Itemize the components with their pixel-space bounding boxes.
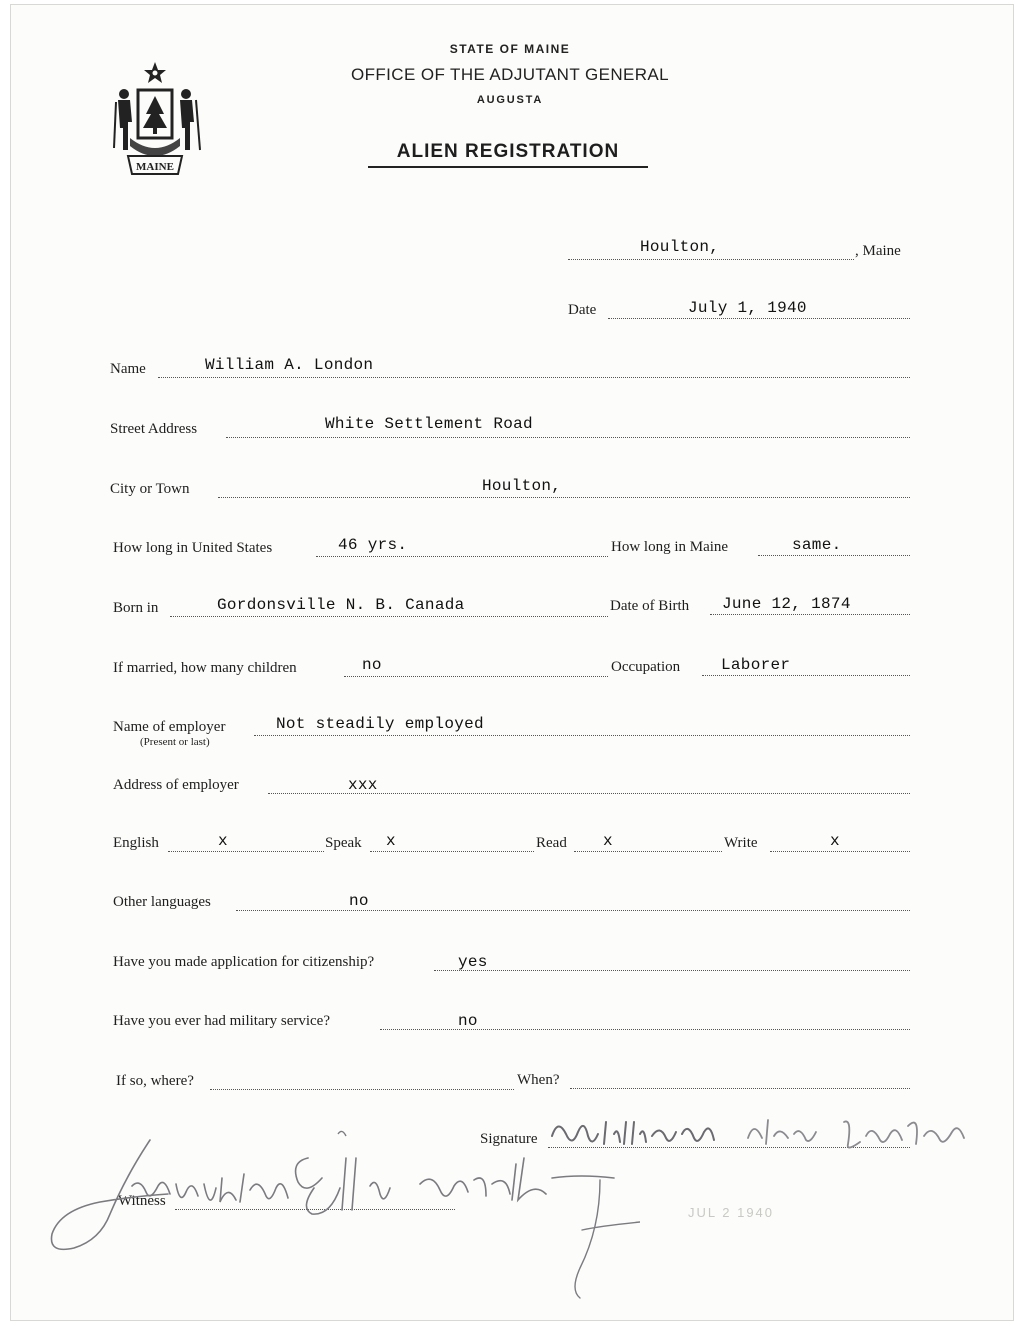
birth-date-value[interactable]: June 12, 1874 <box>722 595 851 613</box>
employer-sublabel: (Present or last) <box>140 736 210 748</box>
city-line <box>218 497 910 498</box>
signature-label: Signature <box>480 1131 538 1147</box>
occupation-label: Occupation <box>611 659 681 675</box>
maine-duration-line <box>758 555 910 556</box>
where-line <box>210 1089 514 1090</box>
us-duration-value[interactable]: 46 yrs. <box>338 536 408 554</box>
english-label: English <box>113 835 159 851</box>
english-line <box>168 851 324 852</box>
write-label: Write <box>724 835 758 851</box>
witness-label: Witness <box>118 1193 166 1209</box>
received-stamp: JUL 2 1940 <box>688 1205 775 1220</box>
when-label: When? <box>517 1072 560 1088</box>
english-value[interactable]: x <box>218 832 228 850</box>
speak-label: Speak <box>325 835 362 851</box>
speak-line <box>370 851 534 852</box>
other-languages-value[interactable]: no <box>349 892 369 910</box>
read-label: Read <box>536 835 567 851</box>
us-duration-line <box>316 556 608 557</box>
street-value[interactable]: White Settlement Road <box>325 415 533 433</box>
header-office: OFFICE OF THE ADJUTANT GENERAL <box>350 65 670 84</box>
born-label: Born in <box>113 600 159 616</box>
header-state: STATE OF MAINE <box>449 42 571 56</box>
employer-label: Name of employer <box>113 719 226 735</box>
when-line <box>570 1088 910 1089</box>
maine-duration-value[interactable]: same. <box>792 536 842 554</box>
city-label: City or Town <box>110 481 190 497</box>
read-value[interactable]: x <box>603 832 613 850</box>
place-value[interactable]: Houlton, <box>640 238 720 256</box>
occupation-value[interactable]: Laborer <box>721 656 791 674</box>
name-value[interactable]: William A. London <box>205 356 374 374</box>
name-label: Name <box>110 361 146 377</box>
birth-date-label: Date of Birth <box>610 598 690 614</box>
birth-date-line <box>710 614 910 615</box>
citizenship-label: Have you made application for citizenship? <box>113 954 375 970</box>
write-line <box>770 851 910 852</box>
occupation-line <box>702 675 910 676</box>
children-label: If married, how many children <box>113 660 297 676</box>
citizenship-line <box>434 970 910 971</box>
born-value[interactable]: Gordonsville N. B. Canada <box>217 596 465 614</box>
seal-banner-text: MAINE <box>136 161 174 173</box>
born-line <box>170 616 608 617</box>
street-label: Street Address <box>110 421 198 437</box>
employer-address-label: Address of employer <box>113 777 239 793</box>
children-line <box>344 676 608 677</box>
witness-line <box>175 1209 455 1210</box>
military-label: Have you ever had military service? <box>113 1013 330 1029</box>
other-languages-line <box>236 910 910 911</box>
place-suffix: , Maine <box>855 243 901 259</box>
date-line <box>608 318 910 319</box>
maine-duration-label: How long in Maine <box>611 539 729 555</box>
children-value[interactable]: no <box>362 656 382 674</box>
maine-state-seal-icon <box>110 58 220 183</box>
where-label: If so, where? <box>116 1073 194 1089</box>
citizenship-value[interactable]: yes <box>458 953 488 971</box>
street-line <box>226 437 910 438</box>
signature-line <box>548 1147 910 1148</box>
employer-value[interactable]: Not steadily employed <box>276 715 484 733</box>
read-line <box>574 851 722 852</box>
military-value[interactable]: no <box>458 1012 478 1030</box>
date-label: Date <box>568 302 597 318</box>
us-duration-label: How long in United States <box>113 540 273 556</box>
employer-line <box>254 735 910 736</box>
write-value[interactable]: x <box>830 832 840 850</box>
city-value[interactable]: Houlton, <box>482 477 562 495</box>
other-languages-label: Other languages <box>113 894 211 910</box>
employer-address-value[interactable]: xxx <box>348 776 378 794</box>
date-value[interactable]: July 1, 1940 <box>688 299 807 317</box>
name-line <box>158 377 910 378</box>
place-line <box>568 259 854 260</box>
header-city: AUGUSTA <box>476 94 544 106</box>
speak-value[interactable]: x <box>386 832 396 850</box>
form-title: ALIEN REGISTRATION <box>368 141 648 168</box>
